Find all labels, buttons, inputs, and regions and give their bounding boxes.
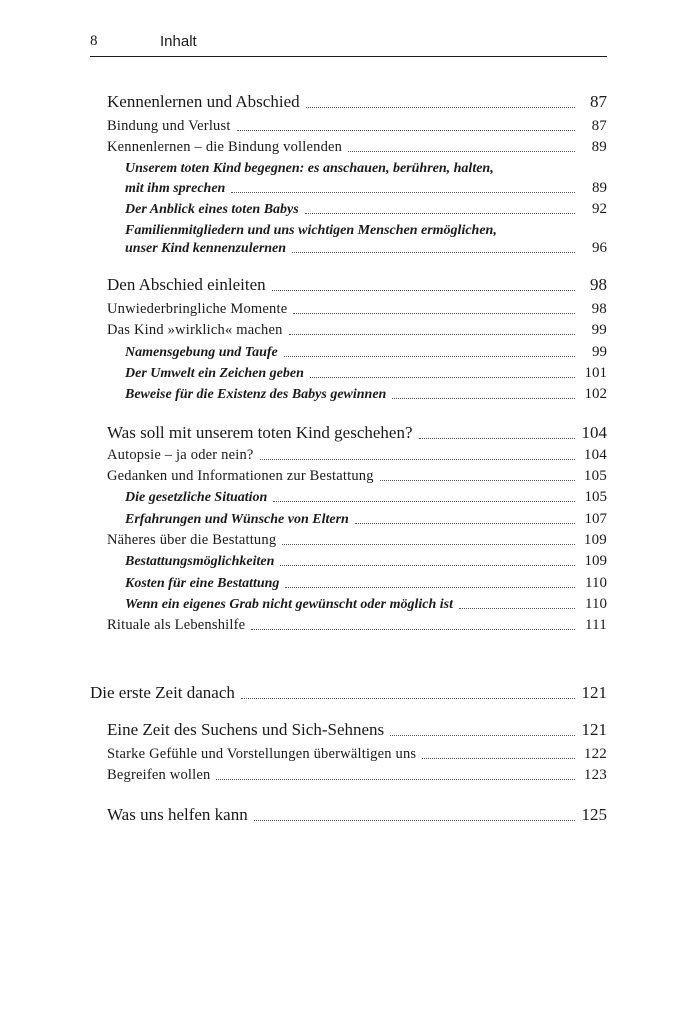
toc-section-heading — [107, 423, 607, 443]
toc-entry-title: Bestattungsmöglichkeiten — [125, 554, 275, 569]
dot-leader — [419, 437, 575, 439]
dot-leader — [306, 106, 575, 108]
dot-leader — [251, 628, 575, 630]
toc-subsubsection — [125, 240, 607, 257]
dot-leader — [284, 355, 575, 357]
dot-leader — [348, 150, 575, 152]
toc-entry-title: Die erste Zeit danach — [90, 683, 235, 702]
toc-entry-title: Erfahrungen und Wünsche von Eltern — [125, 512, 349, 527]
toc-entry-first-line: Unserem toten Kind begegnen: es anschauen, berühren, halten, — [125, 161, 494, 176]
toc-subsection — [107, 322, 607, 339]
toc-entry-title: Kennenlernen und Abschied — [107, 92, 300, 111]
toc-entry-page: 121 — [581, 720, 607, 739]
toc-subsubsection — [125, 201, 607, 218]
toc-entry-page: 92 — [592, 201, 607, 217]
toc-entry-page: 121 — [581, 683, 607, 702]
toc-entry-title: Eine Zeit des Suchens und Sich-Sehnens — [107, 720, 385, 739]
dot-leader — [282, 543, 575, 545]
toc-subsection — [107, 139, 607, 156]
toc-entry-title: Starke Gefühle und Vorstellungen überwältigen uns — [107, 746, 417, 762]
toc-entry-title: Begreifen wollen — [107, 767, 211, 783]
toc-entry-page: 122 — [583, 746, 607, 762]
dot-leader — [293, 312, 575, 314]
toc-entry-page: 110 — [585, 575, 607, 591]
toc-subsection — [107, 746, 607, 763]
toc-entry-page: 105 — [583, 468, 607, 484]
dot-leader — [254, 819, 575, 821]
toc-entry-title: Autopsie – ja oder nein? — [107, 447, 254, 463]
toc-chapter-heading — [90, 683, 607, 703]
toc-subsubsection — [125, 365, 607, 382]
dot-leader — [273, 500, 575, 502]
toc-entry-page: 123 — [583, 767, 607, 783]
dot-leader — [231, 191, 575, 193]
toc-entry-title: Bindung und Verlust — [107, 118, 231, 134]
toc-entry-page: 99 — [591, 322, 607, 338]
toc-entry-title: Namensgebung und Taufe — [125, 345, 278, 360]
dot-leader — [216, 778, 575, 780]
toc-entry-title: Das Kind »wirklich« machen — [107, 322, 283, 338]
toc-entry-page: 105 — [584, 489, 607, 505]
dot-leader — [390, 734, 575, 736]
toc-section-heading — [107, 720, 607, 740]
toc-entry-page: 107 — [584, 511, 607, 527]
dot-leader — [422, 757, 575, 759]
toc-entry-page: 109 — [584, 553, 607, 569]
toc-subsubsection — [125, 344, 607, 361]
toc-entry-page: 109 — [583, 532, 607, 548]
toc-entry-title: Rituale als Lebenshilfe — [107, 617, 246, 633]
dot-leader — [237, 129, 575, 131]
dot-leader — [355, 522, 575, 524]
toc-subsection — [107, 767, 607, 784]
toc-subsection — [107, 118, 607, 135]
toc-entry-title: Kennenlernen – die Bindung vollenden — [107, 139, 343, 155]
toc-entry-title: Kosten für eine Bestattung — [125, 576, 280, 591]
toc-entry-page: 111 — [585, 617, 607, 633]
dot-leader — [292, 251, 575, 253]
toc-entry-page: 87 — [590, 92, 607, 111]
dot-leader — [280, 564, 575, 566]
dot-leader — [380, 479, 575, 481]
toc-subsection — [107, 447, 607, 464]
toc-subsubsection — [125, 553, 607, 570]
dot-leader — [272, 289, 575, 291]
dot-leader — [310, 376, 575, 378]
dot-leader — [241, 697, 575, 699]
toc-entry-page: 98 — [591, 301, 607, 317]
toc-entry-page: 89 — [591, 139, 607, 155]
toc-subsubsection — [125, 386, 607, 403]
toc-subsection — [107, 301, 607, 318]
dot-leader — [289, 333, 575, 335]
toc-subsubsection — [125, 511, 607, 528]
toc-entry-title: Näheres über die Bestattung — [107, 532, 277, 548]
toc-entry-title: unser Kind kennenzulernen — [125, 241, 287, 256]
toc-subsection — [107, 532, 607, 549]
toc-section-heading — [107, 92, 607, 112]
toc-subsubsection — [125, 575, 607, 592]
dot-leader — [392, 397, 575, 399]
toc-entry-title: Den Abschied einleiten — [107, 275, 266, 294]
toc-section-heading — [107, 275, 607, 295]
toc-section-heading — [107, 805, 607, 825]
toc-entry-title: Die gesetzliche Situation — [125, 490, 268, 505]
toc-entry-title: Wenn ein eigenes Grab nicht gewünscht oder möglich ist — [125, 597, 453, 612]
toc-entry-first-line: Familienmitgliedern und uns wichtigen Menschen ermöglichen, — [125, 223, 497, 238]
toc-entry-page: 104 — [581, 423, 607, 442]
toc-subsubsection — [125, 596, 607, 613]
toc-entry-title: Gedanken und Informationen zur Bestattung — [107, 468, 374, 484]
page-number: 8 — [90, 33, 98, 49]
toc-entry-title: Beweise für die Existenz des Babys gewinnen — [125, 387, 387, 402]
dot-leader — [305, 212, 575, 214]
toc-entry-page: 110 — [585, 596, 607, 612]
toc-entry-title: Unwiederbringliche Momente — [107, 301, 288, 317]
toc-entry-title: Der Anblick eines toten Babys — [125, 202, 299, 217]
toc-entry-title: mit ihm sprechen — [125, 181, 226, 196]
toc-entry-page: 99 — [592, 344, 607, 360]
toc-entry-page: 87 — [591, 118, 607, 134]
running-head: Inhalt — [160, 33, 197, 50]
toc-entry-page: 102 — [584, 386, 607, 402]
toc-entry-page: 101 — [584, 365, 607, 381]
toc-entry-page: 89 — [592, 180, 607, 196]
toc-subsubsection — [125, 489, 607, 506]
toc-entry-title: Was uns helfen kann — [107, 805, 248, 824]
toc-entry-title: Was soll mit unserem toten Kind geschehen? — [107, 423, 413, 442]
toc-subsubsection — [125, 180, 607, 197]
toc-entry-title: Der Umwelt ein Zeichen geben — [125, 366, 304, 381]
dot-leader — [459, 607, 575, 609]
toc-entry-page: 98 — [590, 275, 607, 294]
toc-entry-page: 125 — [581, 805, 607, 824]
toc-entry-page: 104 — [583, 447, 607, 463]
toc-entry-page: 96 — [592, 240, 607, 256]
dot-leader — [285, 586, 575, 588]
toc-subsection — [107, 617, 607, 634]
toc-subsection — [107, 468, 607, 485]
dot-leader — [260, 458, 575, 460]
